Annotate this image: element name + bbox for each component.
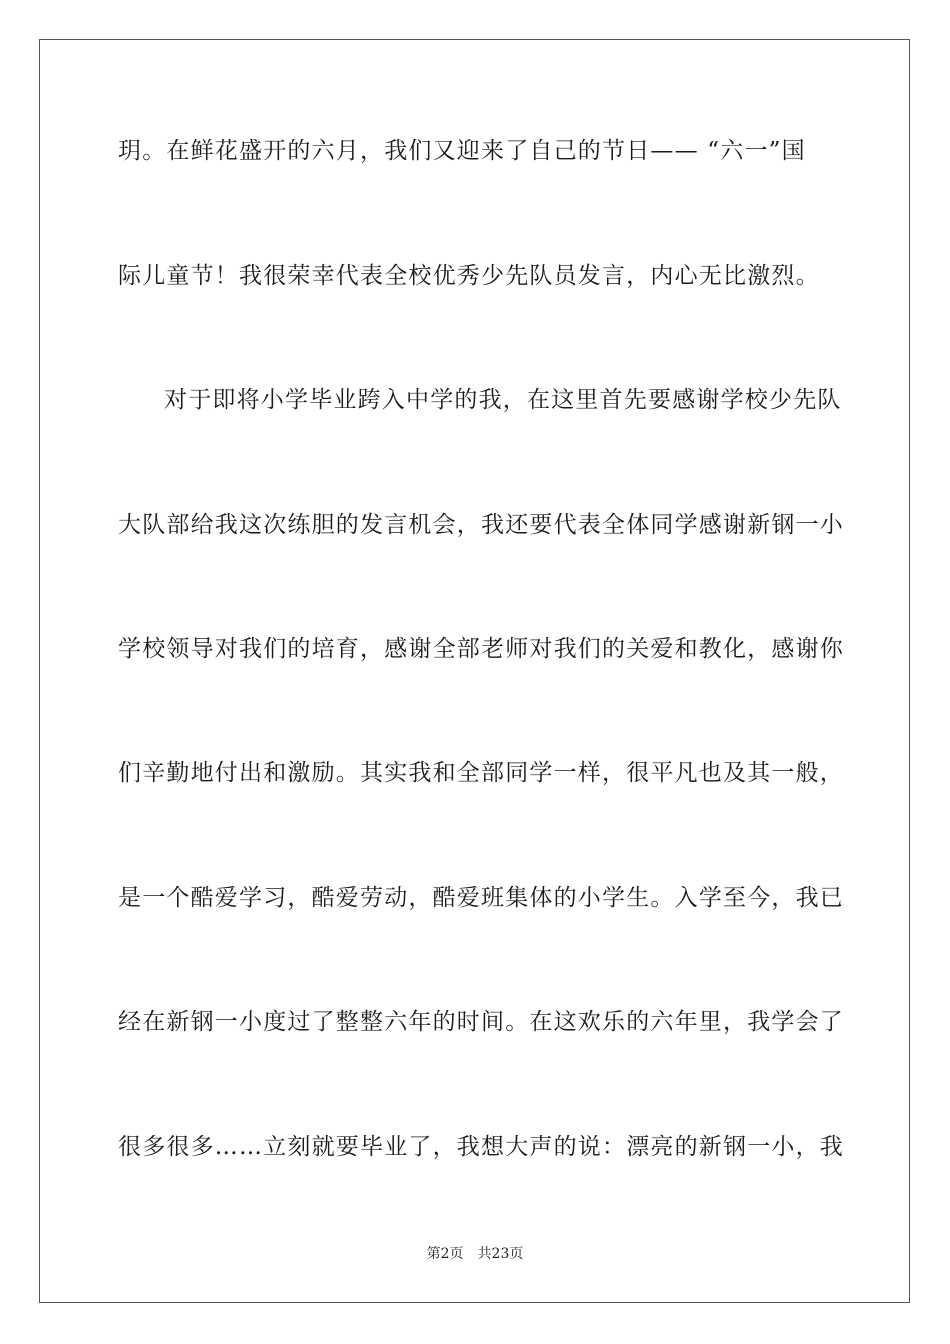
text-line-8: 经在新钢一小度过了整整六年的时间。在这欢乐的六年里，我学会了 — [118, 1009, 844, 1035]
text-line-9: 很多很多……立刻就要毕业了，我想大声的说：漂亮的新钢一小，我 — [118, 1134, 844, 1160]
text-line-2: 际儿童节！我很荣幸代表全校优秀少先队员发言，内心无比激烈。 — [118, 263, 820, 289]
page-footer — [0, 1244, 950, 1264]
text-line-6: 们辛勤地付出和激励。其实我和全部同学一样，很平凡也及其一般， — [118, 760, 844, 786]
text-line-3-paragraph-start: 对于即将小学毕业跨入中学的我，在这里首先要感谢学校少先队 — [164, 387, 842, 413]
text-line-7: 是一个酷爱学习，酷爱劳动，酷爱班集体的小学生。入学至今，我已 — [118, 885, 844, 911]
text-line-5: 学校领导对我们的培育，感谢全部老师对我们的关爱和教化，感谢你 — [118, 636, 844, 662]
text-line-4: 大队部给我这次练胆的发言机会，我还要代表全体同学感谢新钢一小 — [118, 512, 844, 538]
page-border — [39, 39, 910, 1303]
page-number-current: 第2页 — [426, 1246, 464, 1262]
text-line-1: 玥。在鲜花盛开的六月，我们又迎来了自己的节日—— “六一”国 — [118, 138, 806, 164]
page-number-total: 共23页 — [477, 1246, 524, 1262]
